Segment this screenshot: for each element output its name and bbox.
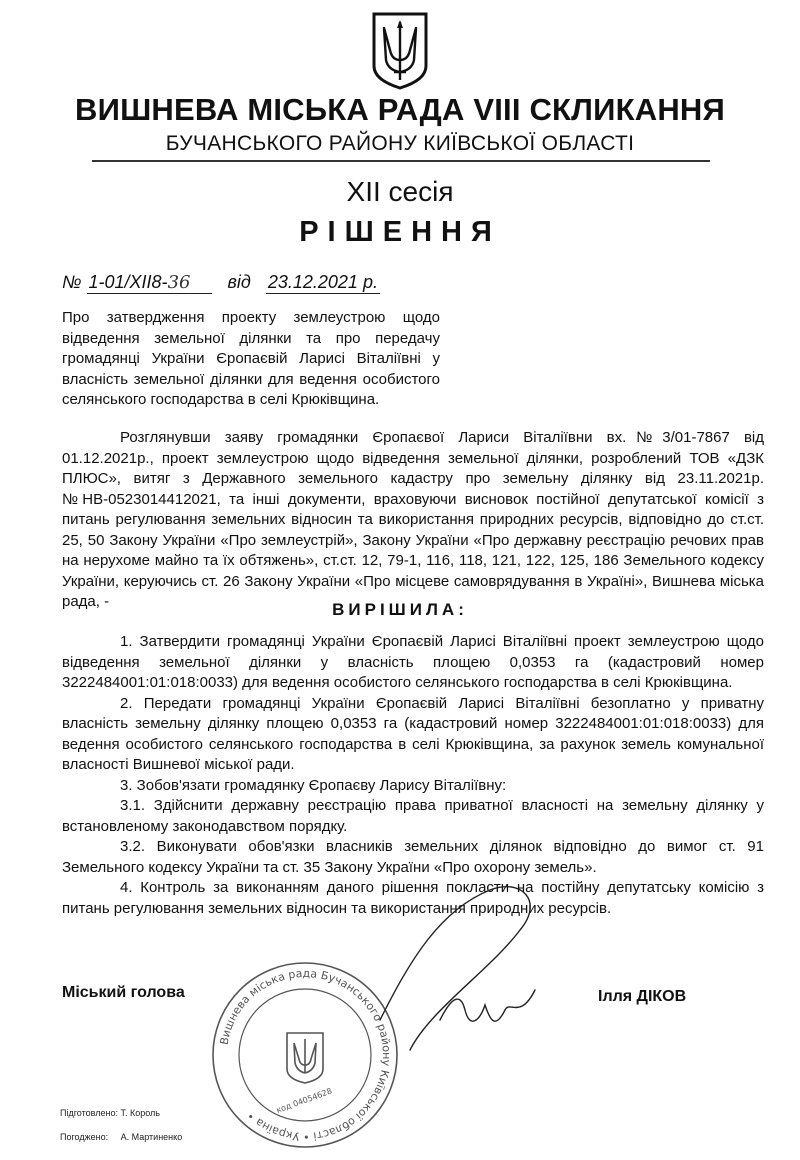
mayor-position: Міський голова: [62, 984, 185, 1001]
svg-text:Вишнева міська рада Бучанськог: Вишнева міська рада Бучанського району Київської області • Україна •: [217, 966, 394, 1144]
preamble: [62, 428, 764, 613]
agreed-by: [60, 1132, 182, 1142]
agreed-name: А. Мартиненко: [120, 1132, 183, 1142]
number-value: 1-01/XII8-: [88, 272, 168, 292]
number-handwritten: 36: [167, 272, 191, 293]
preamble-text: Розглянувши заяву громадянки Єропаєвої Лариси Віталіївни вх.№3/01-7867 від 01.12.2021р., проект землеустрою щодо відведення земельної ділянки, розроблений ТОВ «ДЗК ПЛЮС», витяг з Державного земельного кадастру про земельну ділянку від 23.11.2021р. №НВ-0523014412021, та інші документи, враховуючи висновок постійної депутатської комісії з питань регулювання земельних відносин та використання природних ресурсів, відповідно до ст.ст. 25, 50 Закону України «Про землеустрій», Закону України «Про державну реєстрацію речових прав на нерухоме майно та їх обтяжень», ст.ст. 12, 79-1, 116, 118, 121, 122, 125, 186 Земельного кодексу України, керуючись ст. 26 Закону України «Про місцеве самоврядування в Україні», Вишнева міська рада, -: [62, 429, 764, 610]
item-3-2: 3.2. Виконувати обов'язки власників земельних ділянок відповідно до вимог ст. 91 Земельного кодексу України та ст. 35 Закону України «Про охорону земель».: [62, 838, 764, 876]
session-label: XII сесія: [346, 176, 454, 207]
item-4: 4. Контроль за виконанням даного рішення покласти на постійну депутатську комісію з питань регулювання земельних відносин та використання природних ресурсів.: [62, 879, 764, 917]
item-3: 3. Зобов'язати громадянку Єропаєву Ларису Віталіївну:: [120, 776, 507, 794]
handwritten-signature: [370, 870, 570, 1070]
trident-icon: [370, 10, 430, 90]
decision-number-line: [62, 272, 380, 294]
item-2: 2. Передати громадянці України Єропаєвій Ларисі Віталіївні безоплатно у приватну власність земельну ділянку площею 0,0353 га (кадастровий номер 3222484001:01:018:0033) для ведення особистого селянського господарства в селі Крюківщина, за рахунок земель комунальної власності Вишневої міської ради.: [62, 694, 764, 773]
prepared-label: Підготовлено:: [60, 1108, 118, 1118]
number-label: №: [62, 272, 82, 292]
item-3-1: 3.1. Здійснити державну реєстрацію права приватної власності на земельну ділянку у встановленому законодавством порядку.: [62, 797, 764, 835]
header-divider: [92, 160, 710, 162]
mayor-name: Ілля ДІКОВ: [598, 988, 687, 1005]
agreed-label: Погоджено:: [60, 1132, 109, 1142]
district-subtitle: БУЧАНСЬКОГО РАЙОНУ КИЇВСЬКОЇ ОБЛАСТІ: [165, 132, 635, 155]
decision-title: РІШЕННЯ: [299, 216, 501, 248]
prepared-name: Т. Король: [120, 1108, 160, 1118]
resolved-heading: ВИРІШИЛА:: [332, 600, 468, 619]
decision-number: [87, 272, 213, 294]
svg-text:код 04054628: код 04054628: [275, 1086, 334, 1115]
decision-subject: Про затвердження проекту землеустрою щодо відведення земельної ділянки та про передачу громадянці України Єропаєвій Ларисі Віталіївні у власність земельної ділянки для ведення особистого селянського господарства в селі Крюківщина.: [62, 309, 440, 408]
item-1: 1. Затвердити громадянці України Єропаєвій Ларисі Віталіївні проект землеустрою щодо відведення земельної ділянки у власність площею 0,0353 га (кадастровий номер 3222484001:01:018:0033) для ведення особистого селянського господарства в селі Крюківщина.: [62, 633, 764, 691]
council-title: ВИШНЕВА МІСЬКА РАДА VIII СКЛИКАННЯ: [75, 92, 725, 127]
date-label: від: [227, 272, 251, 292]
prepared-by: [60, 1108, 160, 1118]
decision-date: 23.12.2021 р.: [267, 272, 378, 292]
